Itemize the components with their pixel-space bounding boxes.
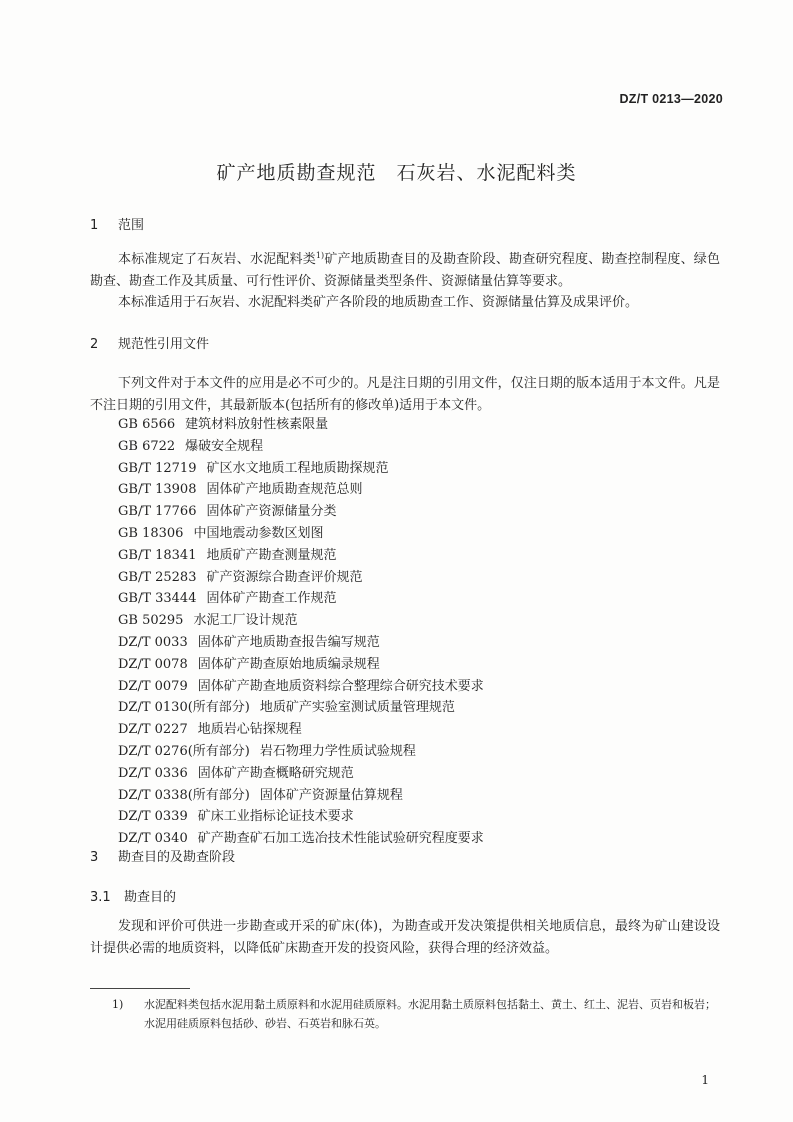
reference-title: 矿床工业指标论证技术要求 [197,809,354,825]
reference-item [118,654,484,676]
reference-item [118,632,484,654]
scope-paragraph-2: 本标准适用于石灰岩、水泥配料类矿产各阶段的地质勘查工作、资源储量估算及成果评价。 [118,295,639,310]
reference-title: 固体矿产勘查原始地质编录规程 [197,656,380,672]
reference-title: 固体矿产勘查地质资料综合整理综合研究技术要求 [197,678,484,694]
section-3-1-heading [90,886,176,905]
reference-item [118,697,484,719]
section-2-heading [90,333,209,352]
section-title: 勘查目的及勘查阶段 [118,850,236,865]
reference-code: DZ/T 0340 [118,831,188,847]
reference-title: 固体矿产勘查工作规范 [206,591,337,607]
reference-code: DZ/T 0130(所有部分) [118,700,250,716]
footnote-number: 1) [112,998,124,1011]
normative-intro: 下列文件对于本文件的应用是必不可少的。凡是注日期的引用文件，仅注日期的版本适用于本文件。凡是不注日期的引用文件，其最新版本(包括所有的修改单)适用于本文件。 [90,376,720,413]
reference-title: 岩石物理力学性质试验规程 [259,743,416,759]
section-1-heading [90,214,144,233]
reference-item [118,588,484,610]
reference-item [118,719,484,741]
reference-code: DZ/T 0339 [118,809,188,825]
reference-title: 爆破安全规程 [185,438,264,454]
reference-title: 固体矿产勘查概略研究规范 [197,765,354,781]
reference-title: 水泥工厂设计规范 [193,613,298,629]
reference-title: 地质矿产实验室测试质量管理规范 [259,700,455,716]
reference-title: 地质岩心钻探规程 [197,722,302,738]
footnote-text: 水泥配料类包括水泥用黏土质原料和水泥用硅质原料。水泥用黏土质原料包括黏土、黄土、红土、泥岩、页岩和板岩；水泥用硅质原料包括砂、砂岩、石英岩和脉石英。 [144,998,716,1030]
section-title: 规范性引用文件 [118,337,210,352]
reference-code: GB 18306 [118,525,184,541]
footnote-divider [90,988,190,989]
reference-code: DZ/T 0227 [118,722,188,738]
reference-code: DZ/T 0338(所有部分) [118,787,250,803]
reference-item [118,501,484,523]
reference-code: DZ/T 0276(所有部分) [118,743,250,759]
reference-title: 矿产资源综合勘查评价规范 [206,569,363,585]
reference-title: 固体矿产资源量估算规程 [259,787,403,803]
reference-title: 固体矿产资源储量分类 [206,504,337,520]
reference-title: 固体矿产地质勘查规范总则 [206,482,363,498]
reference-item [118,436,484,458]
reference-code: GB/T 25283 [118,569,197,585]
scope-text-cont: 矿产地质勘查目的及勘查阶段、勘查研究程度、勘查控制程度、绿色勘查、勘查工作及其质量、可行性评价、资源储量类型条件、资源储量估算等要求。 [90,252,720,289]
section-number: 3 [90,850,99,865]
reference-item [118,523,484,545]
reference-code: DZ/T 0079 [118,678,188,694]
scope-text: 本标准规定了石灰岩、水泥配料类 [118,252,316,267]
reference-code: GB/T 18341 [118,547,197,563]
reference-item [118,741,484,763]
footnote-marker: 1) [315,251,325,260]
reference-list [118,414,484,850]
reference-code: GB/T 33444 [118,591,197,607]
reference-item [118,763,484,785]
section-3-heading [90,846,235,865]
standard-code: DZ/T 0213—2020 [619,92,723,106]
section-number: 2 [90,337,99,352]
reference-title: 固体矿产地质勘查报告编写规范 [197,634,380,650]
reference-code: DZ/T 0336 [118,765,188,781]
reference-item [118,785,484,807]
reference-item [118,479,484,501]
section-title: 范围 [118,218,145,233]
reference-code: GB/T 12719 [118,460,197,476]
scope-paragraph-1 [90,245,720,292]
section-number: 1 [90,218,99,233]
reference-title: 矿区水文地质工程地质勘探规范 [206,460,389,476]
reference-title: 地质矿产勘查测量规范 [206,547,337,563]
reference-item [118,806,484,828]
reference-title: 中国地震动参数区划图 [193,525,324,541]
reference-code: GB 6722 [118,438,176,454]
purpose-paragraph: 发现和评价可供进一步勘查或开采的矿床(体)，为勘查或开发决策提供相关地质信息，最终为矿山建设设计提供必需的地质资料，以降低矿床勘查开发的投资风险，获得合理的经济效益。 [90,919,720,956]
reference-item [118,414,484,436]
reference-item [118,567,484,589]
subsection-number: 3.1 [90,890,111,905]
footnote [112,995,718,1033]
reference-code: GB 50295 [118,613,184,629]
reference-code: GB/T 17766 [118,504,197,520]
reference-code: DZ/T 0078 [118,656,188,672]
reference-item [118,610,484,632]
reference-code: GB 6566 [118,417,176,432]
document-title: 矿产地质勘查规范 石灰岩、水泥配料类 [216,162,577,184]
reference-code: GB/T 13908 [118,482,197,498]
reference-code: DZ/T 0033 [118,634,188,650]
reference-item [118,458,484,480]
reference-item [118,545,484,567]
reference-title: 建筑材料放射性核素限量 [185,417,329,432]
page-number: 1 [701,1073,709,1087]
subsection-title: 勘查目的 [124,890,177,905]
reference-title: 矿产勘查矿石加工选冶技术性能试验研究程度要求 [197,831,484,847]
reference-item [118,676,484,698]
